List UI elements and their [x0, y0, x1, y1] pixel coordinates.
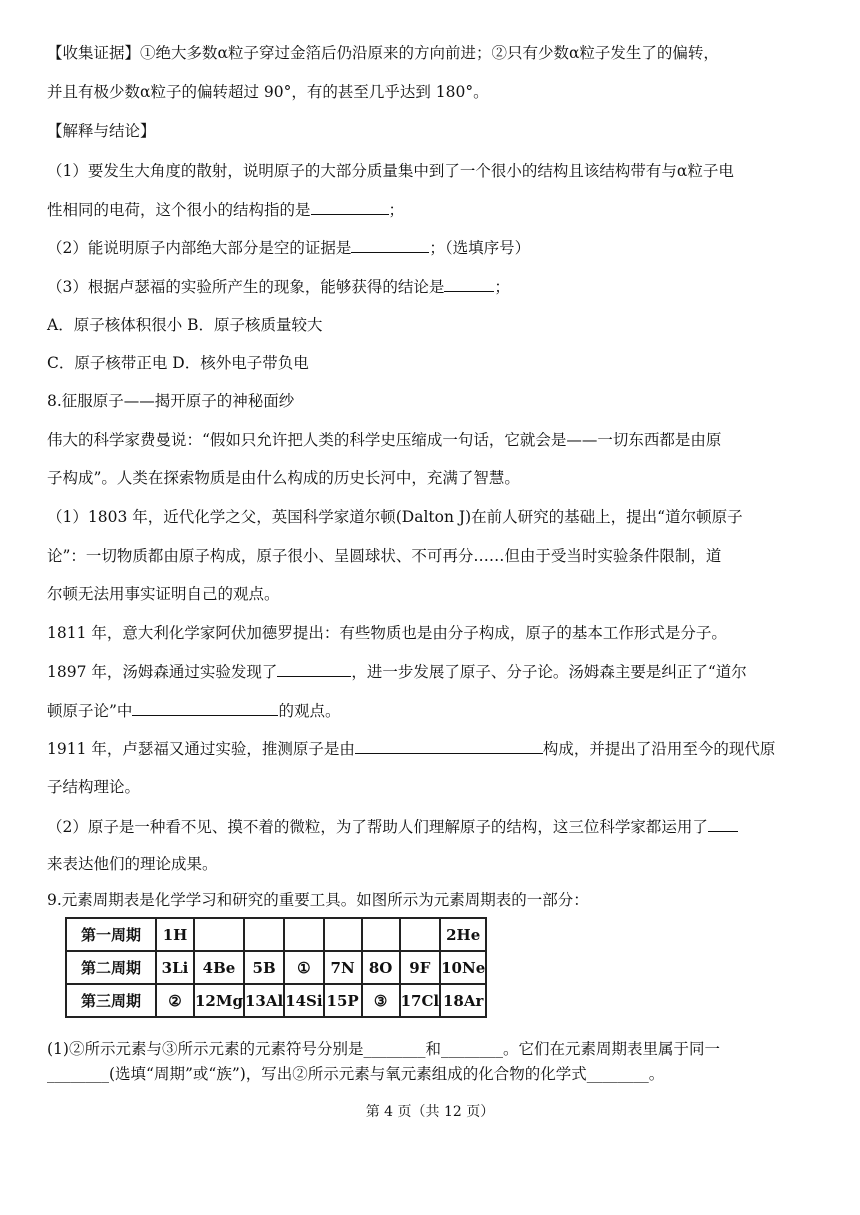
element-cell: 4Be: [194, 951, 244, 984]
rutherford-text-cont: 构成，并提出了沿用至今的现代原: [542, 740, 776, 758]
empty-cell: [324, 918, 362, 951]
feynman-quote-line-1: 伟大的科学家费曼说：“假如只允许把人类的科学史压缩成一句话，它就会是——一切东西都是由原: [47, 431, 722, 449]
answer-blank[interactable]: [355, 738, 543, 754]
question-1-end: ；: [388, 201, 405, 219]
answer-blank[interactable]: [444, 276, 494, 292]
answer-blank[interactable]: [351, 237, 429, 253]
question-9-1-line-2: ________(选填“周期”或“族”)，写出②所示元素与氧元素组成的化合物的化学式________。: [47, 1065, 665, 1083]
element-cell: 14Si: [284, 984, 323, 1017]
periodic-table: [65, 917, 487, 1018]
rutherford-text: 1911 年，卢瑟福又通过实验，推测原子是由: [47, 740, 355, 758]
question-8-2-line-2: 来表达他们的理论成果。: [47, 855, 218, 873]
question-2-end: ；（选填序号）: [429, 239, 531, 257]
avogadro-line: 1811 年，意大利化学家阿伏加德罗提出：有些物质也是由分子构成，原子的基本工作形式是分子。: [47, 624, 727, 642]
evidence-line-2: 并且有极少数α粒子的偏转超过 90°，有的甚至几乎达到 180°。: [47, 83, 489, 101]
question-1-line-1: （1）要发生大角度的散射，说明原子的大部分质量集中到了一个很小的结构且该结构带有与α粒子电: [47, 162, 734, 180]
thomson-text-2: 顿原子论”中: [47, 702, 133, 720]
dalton-line-2: 论”：一切物质都由原子构成，原子很小、呈圆球状、不可再分……但由于受当时实验条件限制，道: [47, 547, 722, 565]
question-1-text: 性相同的电荷，这个很小的结构指的是: [47, 201, 311, 219]
element-cell: 7N: [324, 951, 362, 984]
element-cell: 10Ne: [440, 951, 486, 984]
element-cell: 8O: [362, 951, 400, 984]
question-1-line-2: [47, 199, 404, 220]
period-header: 第三周期: [66, 984, 156, 1017]
answer-blank[interactable]: [132, 700, 278, 716]
question-9-1-line-1: (1)②所示元素与③所示元素的元素符号分别是________和________。它们在元素周期表里属于同一: [47, 1040, 720, 1058]
question-2-text: （2）能说明原子内部绝大部分是空的证据是: [47, 239, 352, 257]
question-2-line: [47, 237, 530, 258]
answer-blank[interactable]: [277, 661, 351, 677]
empty-cell: [244, 918, 284, 951]
element-cell: 18Ar: [440, 984, 486, 1017]
table-row: [66, 984, 486, 1017]
thomson-line-2: [47, 700, 340, 721]
element-cell: 15P: [324, 984, 362, 1017]
element-cell: 1H: [156, 918, 194, 951]
period-header: 第二周期: [66, 951, 156, 984]
empty-cell: [400, 918, 441, 951]
thomson-text-cont: ，进一步发展了原子、分子论。汤姆森主要是纠正了“道尔: [351, 663, 747, 681]
element-cell: ①: [284, 951, 323, 984]
table-row: [66, 951, 486, 984]
empty-cell: [284, 918, 323, 951]
rutherford-line-1: [47, 738, 775, 759]
dalton-line-3: 尔顿无法用事实证明自己的观点。: [47, 585, 280, 603]
thomson-text: 1897 年，汤姆森通过实验发现了: [47, 663, 278, 681]
element-cell: 12Mg: [194, 984, 244, 1017]
answer-blank[interactable]: [311, 199, 389, 215]
empty-cell: [362, 918, 400, 951]
element-cell: ②: [156, 984, 194, 1017]
feynman-quote-line-2: 子构成”。人类在探索物质是由什么构成的历史长河中，充满了智慧。: [47, 469, 520, 487]
question-8-2-line-1: [47, 816, 738, 837]
period-header: 第一周期: [66, 918, 156, 951]
question-3-line: [47, 276, 510, 297]
element-cell: 2He: [440, 918, 486, 951]
page-footer: 第 4 页（共 12 页）: [365, 1104, 495, 1120]
question-8-2-text: （2）原子是一种看不见、摸不着的微粒，为了帮助人们理解原子的结构，这三位科学家都运用了: [47, 818, 708, 836]
element-cell: 3Li: [156, 951, 194, 984]
question-3-text: （3）根据卢瑟福的实验所产生的现象，能够获得的结论是: [47, 278, 445, 296]
thomson-line-1: [47, 661, 747, 682]
dalton-line-1: （1）1803 年，近代化学之父，英国科学家道尔顿(Dalton J)在前人研究的基础上，提出“道尔顿原子: [47, 508, 743, 526]
element-cell: ③: [362, 984, 400, 1017]
element-cell: 9F: [400, 951, 441, 984]
problem-9-title: 9.元素周期表是化学学习和研究的重要工具。如图所示为元素周期表的一部分：: [47, 891, 589, 909]
rutherford-line-2: 子结构理论。: [47, 778, 141, 796]
evidence-line-1: 【收集证据】①绝大多数α粒子穿过金箔后仍沿原来的方向前进；②只有少数α粒子发生了的偏转，: [47, 44, 719, 62]
element-cell: 5B: [244, 951, 284, 984]
element-cell: 13Al: [244, 984, 284, 1017]
answer-blank[interactable]: [708, 816, 738, 832]
empty-cell: [194, 918, 244, 951]
table-row: [66, 918, 486, 951]
element-cell: 17Cl: [400, 984, 441, 1017]
problem-8-title: 8.征服原子——揭开原子的神秘面纱: [47, 392, 295, 410]
question-3-end: ；: [494, 278, 510, 296]
option-line-cd: C．原子核带正电 D．核外电子带负电: [47, 354, 309, 372]
option-line-ab: A．原子核体积很小 B．原子核质量较大: [47, 316, 323, 334]
section-heading: 【解释与结论】: [47, 122, 156, 140]
thomson-text-2-end: 的观点。: [278, 702, 341, 720]
